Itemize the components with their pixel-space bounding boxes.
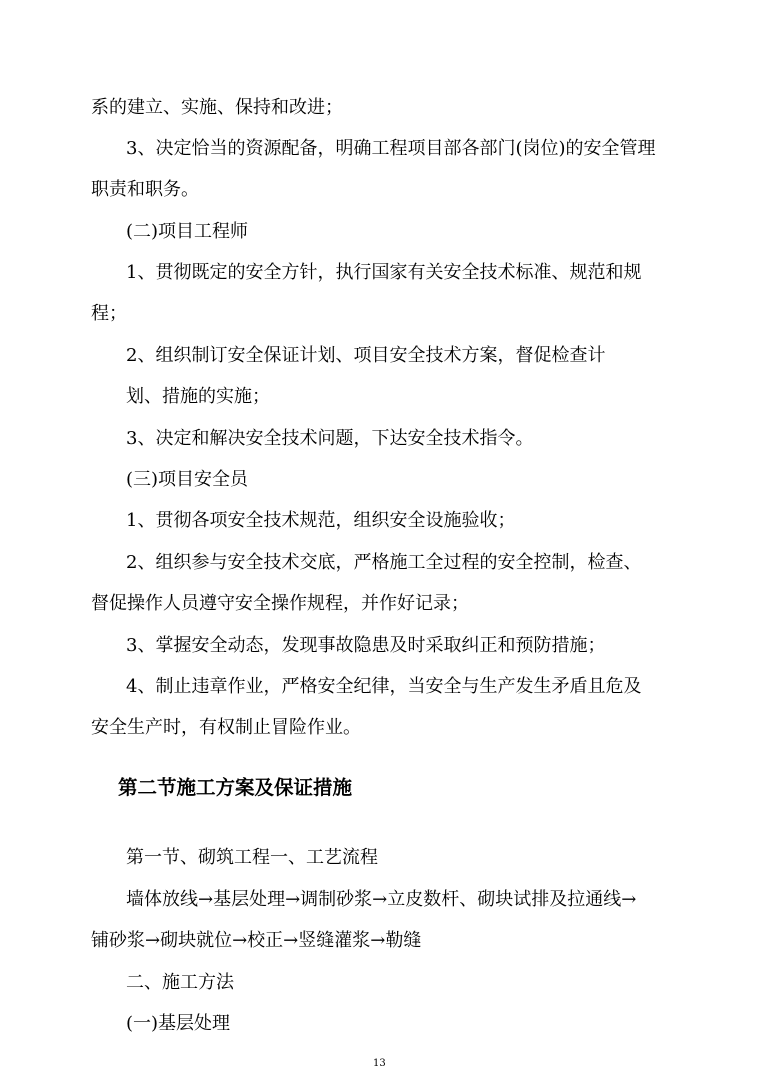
- page-number: 13: [373, 1058, 386, 1069]
- text-line: (二)项目工程师: [126, 221, 249, 242]
- text-line: 系的建立、实施、保持和改进；: [91, 97, 343, 118]
- text-line: 3、决定和解决安全技术问题，下达安全技术指令。: [126, 428, 534, 449]
- text-line: 安全生产时，有权制止冒险作业。: [91, 717, 361, 738]
- text-line: 二、施工方法: [126, 972, 234, 993]
- text-line: 程；: [91, 303, 127, 324]
- text-line: 第一节、砌筑工程一、工艺流程: [126, 847, 378, 868]
- text-line: 划、措施的实施；: [126, 386, 270, 407]
- text-line: (一)基层处理: [126, 1013, 231, 1034]
- text-line: 2、组织参与安全技术交底，严格施工全过程的安全控制，检查、: [126, 552, 642, 573]
- text-line: 1、贯彻既定的安全方针，执行国家有关安全技术标准、规范和规: [126, 262, 642, 283]
- text-line: 铺砂浆→砌块就位→校正→竖缝灌浆→勒缝: [91, 930, 422, 951]
- text-line: 3、决定恰当的资源配备，明确工程项目部各部门(岗位)的安全管理: [126, 138, 656, 159]
- text-line: 督促操作人员遵守安全操作规程，并作好记录；: [91, 593, 469, 614]
- text-line: 1、贯彻各项安全技术规范，组织安全设施验收；: [126, 510, 516, 531]
- text-line: 3、掌握安全动态，发现事故隐患及时采取纠正和预防措施；: [126, 635, 606, 656]
- text-line: 职责和职务。: [91, 179, 199, 200]
- text-line: (三)项目安全员: [126, 469, 249, 490]
- text-line: 4、制止违章作业，严格安全纪律，当安全与生产发生矛盾且危及: [126, 676, 642, 697]
- section-heading: 第二节施工方案及保证措施: [118, 776, 353, 799]
- text-line: 2、组织制订安全保证计划、项目安全技术方案，督促检查计: [126, 345, 606, 366]
- text-line: 墙体放线→基层处理→调制砂浆→立皮数杆、砌块试排及拉通线→: [126, 889, 637, 910]
